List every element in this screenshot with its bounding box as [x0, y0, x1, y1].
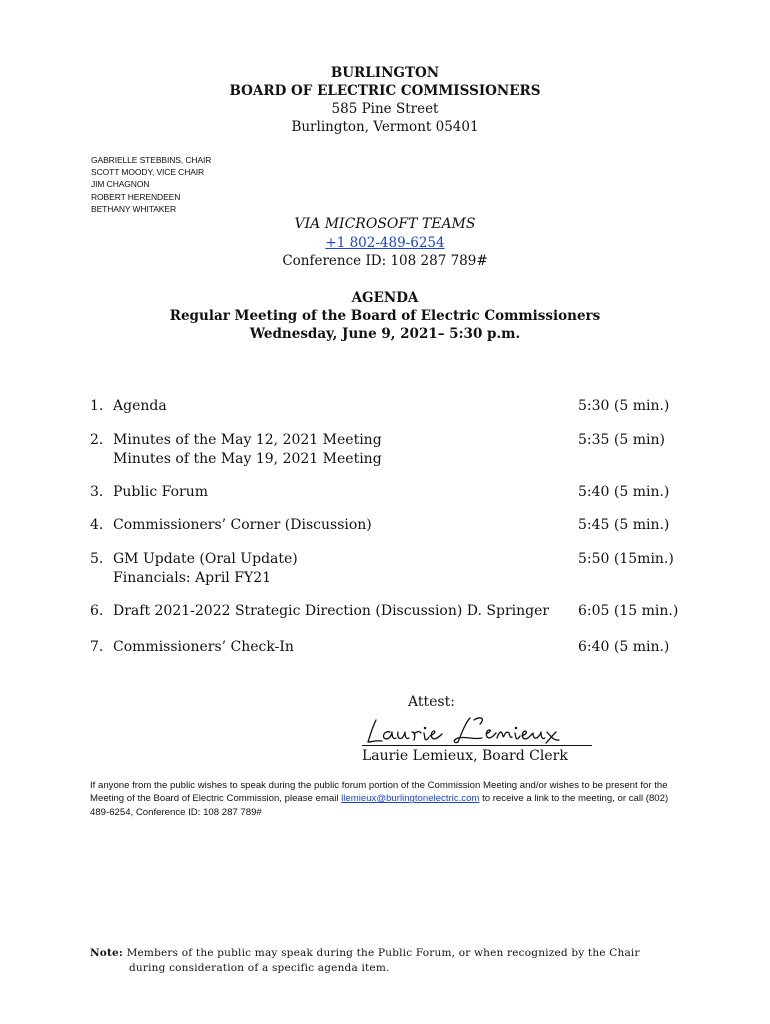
org-name-line1: BURLINGTON: [330, 65, 440, 81]
item-title: GM Update (Oral Update): [113, 551, 298, 567]
agenda-item: [90, 516, 372, 535]
item-time: 5:35 (5 min): [578, 432, 665, 448]
agenda-item: [90, 397, 167, 416]
member-name: SCOTT MOODY, VICE CHAIR: [91, 167, 205, 178]
item-title: Agenda: [113, 398, 167, 414]
agenda-item: [90, 602, 549, 621]
agenda-item: [90, 483, 208, 502]
item-time: 5:45 (5 min.): [578, 517, 670, 533]
item-title: Minutes of the May 12, 2021 Meeting: [113, 432, 382, 448]
meeting-date: Wednesday, June 9, 2021– 5:30 p.m.: [249, 326, 521, 342]
org-street: 585 Pine Street: [331, 101, 439, 117]
item-number: 3.: [90, 484, 104, 500]
note-line2: during consideration of a specific agenda item.: [129, 962, 390, 974]
clerk-name: Laurie Lemieux, Board Clerk: [362, 748, 568, 764]
item-number: 7.: [90, 639, 104, 655]
notice-text: If anyone from the public wishes to speak during the public forum portion of the Commission Meeting and/or wishes to be present for the Meeting of the Board of Electric Commission, please email: [90, 780, 668, 805]
email-link[interactable]: llemieux@burlingtonelectric.com: [341, 793, 480, 805]
note: [90, 946, 690, 976]
item-time: 5:40 (5 min.): [578, 484, 670, 500]
item-number: 2.: [90, 432, 104, 448]
item-title: Commissioners’ Check-In: [113, 639, 294, 655]
item-time: 6:05 (15 min.): [578, 603, 679, 619]
member-name: ROBERT HERENDEEN: [91, 191, 181, 202]
item-number: 5.: [90, 551, 104, 567]
note-label: Note:: [90, 947, 124, 959]
agenda-title: AGENDA: [351, 290, 419, 306]
agenda-item: [90, 638, 294, 657]
item-title: Draft 2021-2022 Strategic Direction (Discussion) D. Springer: [113, 603, 550, 619]
public-participation-notice: [90, 779, 690, 819]
member-name: JIM CHAGNON: [91, 179, 150, 190]
notice-text-end: to receive a link to the meeting, or call (802) 489-6254, Conference ID: 108 287 789#: [90, 793, 669, 818]
item-time: 5:30 (5 min.): [578, 398, 670, 414]
item-subtitle: Financials: April FY21: [113, 569, 272, 586]
attest-label: Attest:: [408, 694, 455, 710]
member-name: BETHANY WHITAKER: [91, 203, 176, 214]
item-subtitle: Minutes of the May 19, 2021 Meeting: [113, 450, 382, 467]
agenda-item: [90, 550, 298, 587]
note-line1: Members of the public may speak during the Public Forum, or when recognized by the Chair: [126, 947, 640, 959]
conference-id: Conference ID: 108 287 789#: [282, 253, 488, 269]
item-title: Public Forum: [113, 484, 209, 500]
commissioners-list: [91, 154, 211, 215]
item-number: 4.: [90, 517, 104, 533]
meeting-title: Regular Meeting of the Board of Electric Commissioners: [169, 308, 601, 324]
teams-heading: VIA MICROSOFT TEAMS: [294, 216, 476, 232]
item-time: 5:50 (15min.): [578, 551, 674, 567]
agenda-item: [90, 431, 382, 468]
item-title: Commissioners’ Corner (Discussion): [113, 517, 372, 533]
org-name-line2: BOARD OF ELECTRIC COMMISSIONERS: [229, 83, 541, 99]
item-number: 6.: [90, 603, 104, 619]
org-city: Burlington, Vermont 05401: [291, 119, 479, 135]
phone-link[interactable]: +1 802-489-6254: [325, 235, 445, 251]
item-number: 1.: [90, 398, 104, 414]
item-time: 6:40 (5 min.): [578, 639, 670, 655]
signature-line: [362, 745, 592, 746]
signature-image: [362, 714, 592, 746]
member-name: GABRIELLE STEBBINS, CHAIR: [91, 155, 212, 165]
